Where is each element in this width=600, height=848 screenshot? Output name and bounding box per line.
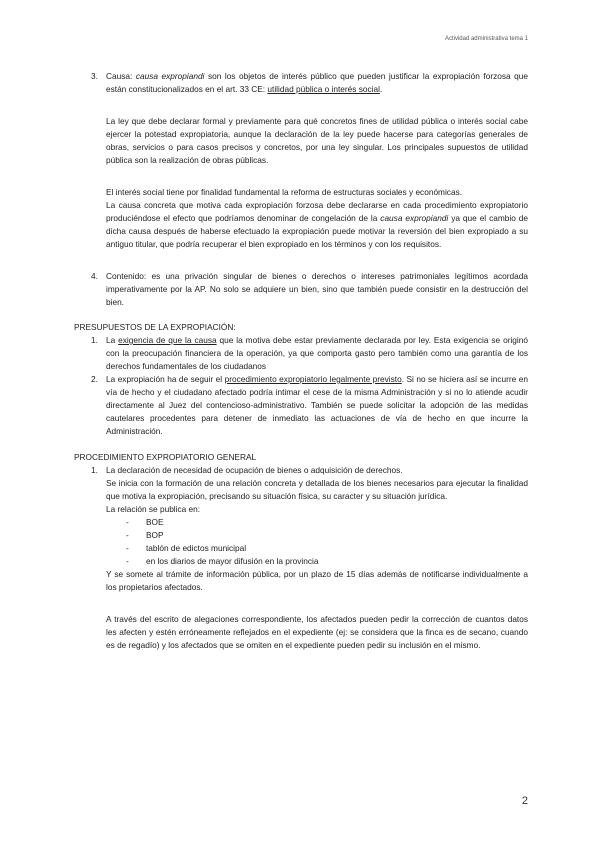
causa-text: son los objetos de interés público que pueden justificar la expropiación forzosa que están constitucionalizados en el art. 33 CE: [106, 71, 528, 94]
causa-concreta-text: La causa concreta que motiva cada expropiación forzosa debe declararse en cada procedimiento expropiatorio produciéndose el efecto que podríamos denominar de congelación de la [106, 200, 528, 223]
item-number: 3. [91, 71, 98, 81]
causa-concreta-term: causa expropiandi [380, 213, 449, 223]
paragraph-interes-social: El interés social tiene por finalidad fundamental la reforma de estructuras sociales y económicas. [106, 187, 463, 197]
item-number: 1. [91, 465, 98, 475]
list-item-contenido [74, 270, 528, 309]
procedimiento-text: . Si no se hiciera así se incurre en vía de hecho y el ciudadano afectado podría intimar el cese de la misma Administración y si no lo atiende acudir directamente al Juez del contencioso-administrativo. También se puede solicitar la adopción de las medidas cautelares procedentes para detener de inmediato las actuaciones de vía de hecho en que incurre la Administración. [106, 374, 528, 436]
document-body [74, 70, 528, 652]
causa-term: causa expropiandi [135, 71, 205, 81]
causa-concreta-text-2: ya que el cambio de dicha causa después de haberse efectuado la expropiación puede motivar la reversión del bien expropiado a su antiguo titular, que podría recuperar el bien expropiado en los términos y con los requisitos. [106, 213, 528, 249]
section-heading-procedimiento: PROCEDIMIENTO EXPROPIATORIO GENERAL [74, 452, 257, 462]
list-item-exigencia [74, 334, 528, 373]
paragraph-alegaciones: A través del escrito de alegaciones correspondiente, los afectados pueden pedir la corrección de cuantos datos les afecten y estén erróneamente reflejados en el expediente (ej: se considera que la finca es de secano, cuando es de regadío) y los afectados que se omiten en el expediente pueden pedir su inclusión en el mismo. [106, 614, 528, 650]
exigencia-underlined: exigencia de que la causa [118, 335, 217, 345]
causa-underlined: utilidad pública o interés social [267, 84, 380, 94]
procedimiento-underlined: procedimiento expropiatorio legalmente previsto [224, 374, 402, 384]
item-number: 2. [91, 374, 98, 384]
page-number: 2 [521, 795, 528, 807]
item-number: 1. [91, 335, 98, 345]
declaracion-title: La declaración de necesidad de ocupación de bienes o adquisición de derechos. [106, 465, 403, 475]
list-item: - en los diarios de mayor difusión en la provincia [126, 555, 528, 568]
procedimiento-intro: La expropiación ha de seguir el [106, 374, 225, 384]
paragraph-causa-concreta [74, 199, 528, 251]
causa-intro: Causa: [106, 71, 136, 81]
list-item-causa [74, 70, 528, 96]
paragraph-ley: La ley que debe declarar formal y previamente para qué concretos fines de utilidad pública o interés social cabe ejercer la potestad expropiatoria, aunque la declaración de la ley puede hacerse para categorías generales de obras, servicios o para casos precisos y concretos, por una ley singular. Los principales supuestos de utilidad pública son la realización de obras públicas. [106, 116, 528, 165]
running-header: Actividad administrativa tema 1 [444, 36, 528, 42]
list-item-declaracion [74, 464, 528, 477]
publication-list [74, 516, 528, 568]
section-heading-presupuestos: PRESUPUESTOS DE LA EXPROPIACIÓN: [74, 322, 236, 332]
paragraph-publicacion: La relación se publica en: [106, 504, 201, 514]
paragraph-informacion-publica: Y se somete al trámite de información pública, por un plazo de 15 días además de notificarse individualmente a los propietarios afectados. [106, 569, 528, 592]
list-item: - BOP [126, 529, 528, 542]
exigencia-text: que la motiva debe estar previamente declarada por ley. Esta exigencia se originó con la preocupación financiera de la operación, ya que comporta gasto pero también como una garantía de los derechos fundamentales de los ciudadanos [106, 335, 528, 371]
list-item: - tablón de edictos municipal [126, 542, 528, 555]
contenido-text: Contenido: es una privación singular de bienes o derechos o intereses patrimoniales legítimos acordada imperativamente por la AP. No solo se adquiere un bien, sino que también puede consistir en la destrucción del bien. [106, 271, 528, 307]
list-item: - BOE [126, 516, 528, 529]
list-item-procedimiento [74, 373, 528, 438]
item-number: 4. [91, 271, 98, 281]
exigencia-intro: La [106, 335, 119, 345]
causa-end: . [379, 84, 383, 94]
paragraph-inicio: Se inicia con la formación de una relación concreta y detallada de los bienes necesarios para ejecutar la finalidad que motiva la expropiación, precisando su situación física, su caracter y su situación jurídica. [106, 478, 528, 501]
